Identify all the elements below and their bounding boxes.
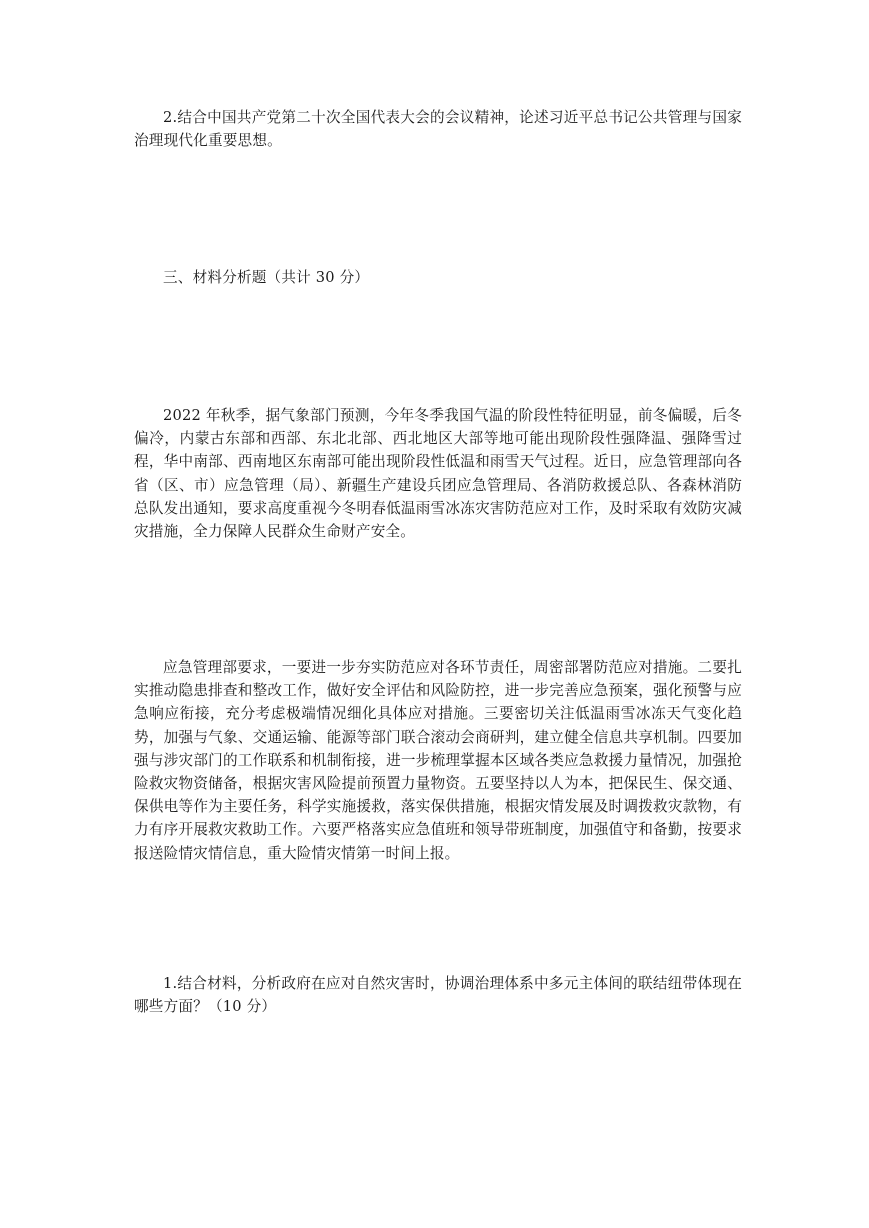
essay-question-2: 2.结合中国共产党第二十次全国代表大会的会议精神，论述习近平总书记公共管理与国家治理现代化重要思想。 xyxy=(134,109,742,150)
material-paragraph-1: 2022 年秋季，据气象部门预测，今年冬季我国气温的阶段性特征明显，前冬偏暖，后冬偏冷，内蒙古东部和西部、东北北部、西北地区大部等地可能出现阶段性强降温、强降雪过程，华中南部、西南地区东南部可能出现阶段性低温和雨雪天气过程。近日，应急管理部向各省（区、市）应急管理（局）、新疆生产建设兵团应急管理局、各消防救援总队、各森林消防总队发出通知，要求高度重视今冬明春低温雨雪冰冻灾害防范应对工作，及时采取有效防灾减灾措施，全力保障人民群众生命财产安全。 xyxy=(134,407,742,541)
section-heading-material-analysis: 三、材料分析题（共计 30 分） xyxy=(163,269,370,286)
material-paragraph-2: 应急管理部要求，一要进一步夯实防范应对各环节责任，周密部署防范应对措施。二要扎实推动隐患排查和整改工作，做好安全评估和风险防控，进一步完善应急预案，强化预警与应急响应衔接，充分考虑极端情况细化具体应对措施。三要密切关注低温雨雪冰冻天气变化趋势，加强与气象、交通运输、能源等部门联合滚动会商研判，建立健全信息共享机制。四要加强与涉灾部门的工作联系和机制衔接，进一步梳理掌握本区域各类应急救援力量情况，加强抢险救灾物资储备，根据灾害风险提前预置力量物资。五要坚持以人为本，把保民生、保交通、保供电等作为主要任务，科学实施援救，落实保供措施，根据灾情发展及时调拨救灾款物，有力有序开展救灾救助工作。六要严格落实应急值班和领导带班制度，加强值守和备勤，按要求报送险情灾情信息，重大险情灾情第一时间上报。 xyxy=(134,659,742,862)
material-question-1: 1.结合材料，分析政府在应对自然灾害时，协调治理体系中多元主体间的联结纽带体现在哪些方面？（10 分） xyxy=(134,975,742,1016)
